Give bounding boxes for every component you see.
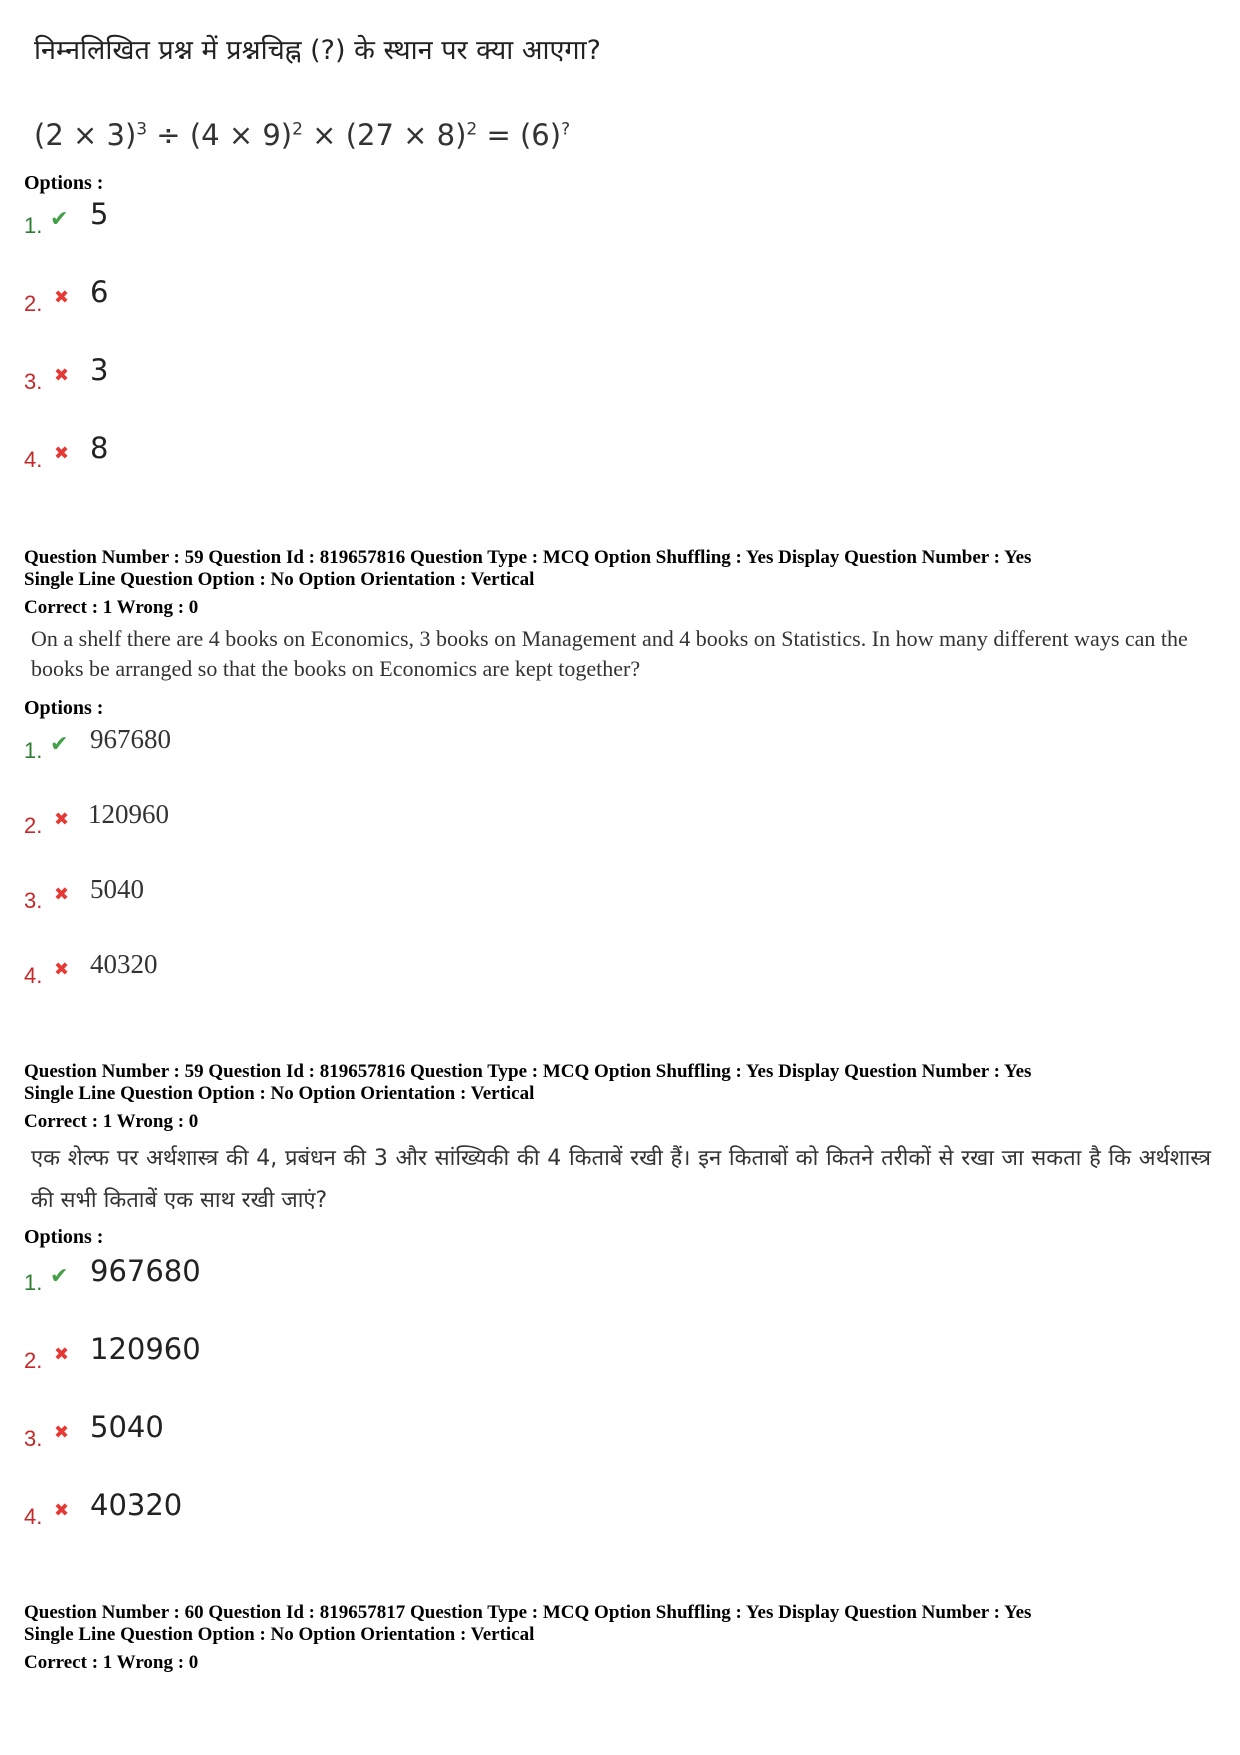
- equation-exponent: 2: [466, 119, 478, 140]
- equation-term: (4 × 9): [189, 118, 293, 152]
- option-row[interactable]: [24, 1254, 324, 1302]
- cross-icon: ✖: [54, 1344, 70, 1365]
- question-meta-line: Single Line Question Option : No Option Orientation : Vertical: [24, 1083, 535, 1104]
- option-number: 2.: [24, 1348, 43, 1373]
- question-meta-line: Question Number : 59 Question Id : 819657816 Question Type : MCQ Option Shuffling : Yes Display Question Number : Yes: [24, 547, 1032, 568]
- marks-info: Correct : 1 Wrong : 0: [24, 1111, 199, 1132]
- option-number: 2.: [24, 813, 43, 838]
- equation-operator: ÷: [147, 118, 190, 152]
- option-row[interactable]: [24, 1488, 324, 1536]
- equation-exponent: 2: [292, 119, 303, 140]
- option-row[interactable]: [24, 949, 324, 995]
- question-text: एक शेल्फ पर अर्थशास्त्र की 4, प्रबंधन की 3 और सांख्यिकी की 4 किताबें रखी हैं। इन किताबों को कितने तरीकों से रखा जा सकता है कि अर्थशास्त्र की सभी किताबें एक साथ रखी जाएं?: [31, 1146, 1211, 1213]
- equation-exponent: 3: [136, 119, 148, 140]
- option-value: 5040: [90, 874, 144, 904]
- equation-operator: =: [477, 118, 520, 152]
- option-row[interactable]: [24, 874, 324, 920]
- option-number: 2.: [24, 291, 43, 316]
- option-row[interactable]: [24, 197, 324, 245]
- option-value: 6: [90, 275, 109, 309]
- options-label: Options :: [24, 172, 104, 194]
- options-label: Options :: [24, 697, 104, 719]
- question-meta-line: Question Number : 59 Question Id : 819657816 Question Type : MCQ Option Shuffling : Yes Display Question Number : Yes: [24, 1061, 1032, 1082]
- question-meta-line: Single Line Question Option : No Option Orientation : Vertical: [24, 569, 535, 590]
- option-value: 5: [90, 197, 109, 231]
- option-value: 967680: [90, 1254, 201, 1288]
- option-value: 40320: [90, 949, 158, 979]
- equation-term: (2 × 3): [34, 118, 137, 152]
- option-row[interactable]: [24, 431, 324, 479]
- cross-icon: ✖: [54, 287, 70, 308]
- option-row[interactable]: [24, 1410, 324, 1458]
- option-number: 1.: [24, 213, 43, 238]
- equation-exponent: ?: [561, 119, 571, 140]
- cross-icon: ✖: [54, 365, 70, 386]
- option-number: 3.: [24, 369, 43, 394]
- check-icon: ✔: [50, 207, 69, 232]
- question-meta-line: Question Number : 60 Question Id : 819657817 Question Type : MCQ Option Shuffling : Yes Display Question Number : Yes: [24, 1602, 1032, 1623]
- option-value: 120960: [88, 799, 169, 829]
- equation: [34, 118, 570, 152]
- option-number: 1.: [24, 1270, 43, 1295]
- option-value: 3: [90, 353, 109, 387]
- option-number: 1.: [24, 738, 43, 763]
- option-number: 3.: [24, 888, 43, 913]
- option-value: 40320: [90, 1488, 183, 1522]
- option-number: 4.: [24, 447, 43, 472]
- question-text: On a shelf there are 4 books on Economics, 3 books on Management and 4 books on Statistics. In how many different ways can the books be arranged so that the books on Economics are kept together?: [31, 626, 1188, 681]
- option-value: 5040: [90, 1410, 164, 1444]
- marks-info: Correct : 1 Wrong : 0: [24, 1652, 199, 1673]
- check-icon: ✔: [50, 1264, 69, 1289]
- equation-term: (27 × 8): [345, 118, 467, 152]
- option-row[interactable]: [24, 1332, 324, 1380]
- option-row[interactable]: [24, 724, 324, 770]
- option-number: 4.: [24, 1504, 43, 1529]
- option-row[interactable]: [24, 275, 324, 323]
- check-icon: ✔: [50, 732, 69, 757]
- option-row[interactable]: [24, 799, 324, 845]
- cross-icon: ✖: [54, 1422, 70, 1443]
- cross-icon: ✖: [54, 809, 70, 830]
- marks-info: Correct : 1 Wrong : 0: [24, 597, 199, 618]
- option-number: 3.: [24, 1426, 43, 1451]
- question-text: निम्नलिखित प्रश्न में प्रश्नचिह्न (?) के स्थान पर क्या आएगा?: [34, 35, 601, 66]
- equation-operator: ×: [302, 118, 346, 152]
- option-row[interactable]: [24, 353, 324, 401]
- cross-icon: ✖: [54, 443, 70, 464]
- option-value: 120960: [90, 1332, 201, 1366]
- option-value: 967680: [90, 724, 171, 754]
- option-value: 8: [90, 431, 109, 465]
- cross-icon: ✖: [54, 1500, 70, 1521]
- equation-term: (6): [519, 118, 562, 152]
- cross-icon: ✖: [54, 959, 70, 980]
- options-label: Options :: [24, 1226, 104, 1248]
- option-number: 4.: [24, 963, 43, 988]
- question-meta-line: Single Line Question Option : No Option Orientation : Vertical: [24, 1624, 535, 1645]
- cross-icon: ✖: [54, 884, 70, 905]
